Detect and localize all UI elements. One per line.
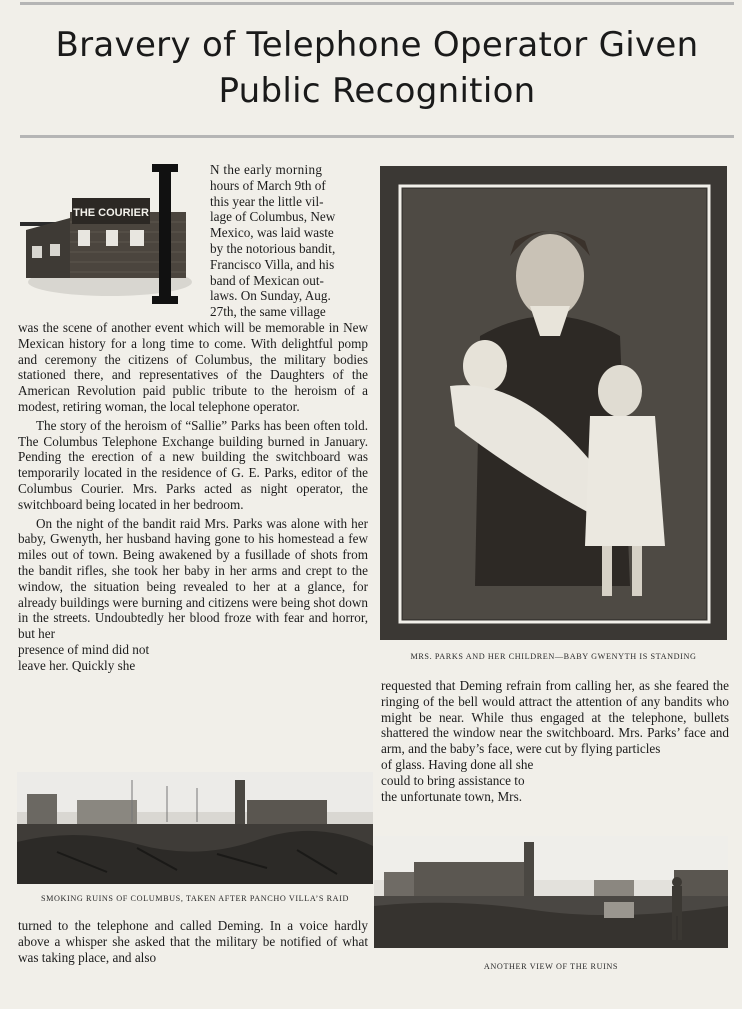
paragraph-3: On the night of the bandit raid Mrs. Parks was alone with her baby, Gwenyth, her husband having gone to his homestead a few miles out of town. Being awakened by a fusillade of shots from the bandit rifles, she took her baby in her arms and crept to the window, the situation being revealed to her at a glance, for already buildings were burning and citizens were being shot down in the streets. Undoubtedly her blood froze with fear and horror, but her [18, 515, 368, 642]
intro-line: lage of Columbus, New [210, 209, 336, 225]
intro-line: laws. On Sunday, Aug. [210, 288, 331, 304]
portrait-image [380, 166, 727, 640]
title-line-1: Bravery of Telephone Operator Given [55, 25, 699, 65]
intro-line: by the notorious bandit, [210, 240, 336, 256]
paragraph-3-tail: leave her. Quickly she [18, 657, 136, 673]
left-column [18, 320, 368, 674]
right-paragraph-tail: could to bring assistance to [381, 772, 525, 788]
intro-lines [210, 162, 370, 320]
intro-line: band of Mexican out- [210, 272, 324, 288]
paragraph-2: The story of the heroism of “Sallie” Parks has been often told. The Columbus Telephone Exchange building burned in January. Pending the erection of a new building the switchboard was temporarily located in the residence of G. E. Parks, editor of the Columbus Courier. Mrs. Parks acted as night operator, the switchboard being located in her bedroom. [18, 417, 368, 512]
courier-sign-text: THE COURIER [73, 207, 149, 219]
intro-line: hours of March 9th of [210, 177, 326, 193]
intro-line: 27th, the same village [210, 304, 326, 320]
article-title [20, 22, 734, 114]
title-line-2: Public Recognition [218, 71, 536, 111]
title-rule [20, 135, 734, 138]
right-paragraph-tail: of glass. Having done all she [381, 756, 534, 772]
caption-ruins-1: SMOKING RUINS OF COLUMBUS, TAKEN AFTER PANCHO VILLA’S RAID [40, 894, 350, 903]
right-paragraph: requested that Deming refrain from calling her, as she feared the ringing of the bell would attract the attention of any bandits who might be near. While thus engaged at the telephone, bullets shattered the window near the switchboard. Mrs. Parks’ face and arm, and the baby’s face, were cut by flying particles [381, 678, 729, 757]
portrait-photo [380, 166, 727, 640]
right-paragraph-tail: the unfortunate town, Mrs. [381, 788, 523, 804]
caption-portrait: MRS. PARKS AND HER CHILDREN—BABY GWENYTH IS STANDING [410, 652, 697, 661]
bottom-left-text [18, 918, 368, 965]
ruins-image-2 [374, 836, 728, 948]
intro-line: Francisco Villa, and his [210, 256, 335, 272]
ruins-image-1 [17, 772, 373, 884]
ruins-photo-1 [17, 772, 373, 884]
courier-building-drawing [18, 160, 208, 310]
paragraph-1: was the scene of another event which will be memorable in New Mexican history for a long time to come. With delightful pomp and ceremony the citizens of Columbus, the military bodies stationed there, and representatives of the Daughters of the American Revolution paid public tribute to the heroism of a modest, retiring woman, the local telephone operator. [18, 320, 368, 414]
paragraph-3-tail: presence of mind did not [18, 641, 150, 657]
right-column [381, 678, 729, 804]
ruins-photo-2 [374, 836, 728, 948]
intro-line: Mexico, was laid waste [210, 225, 334, 241]
paragraph-4: turned to the telephone and called Deming. In a voice hardly above a whisper she asked that the military be notified of what was taking place, and also [18, 918, 368, 965]
courier-illustration [18, 160, 208, 310]
intro-line: N the early morning [210, 162, 323, 177]
top-rule [20, 2, 734, 5]
intro-line: this year the little vil- [210, 193, 324, 209]
caption-ruins-2: ANOTHER VIEW OF THE RUINS [483, 962, 619, 971]
